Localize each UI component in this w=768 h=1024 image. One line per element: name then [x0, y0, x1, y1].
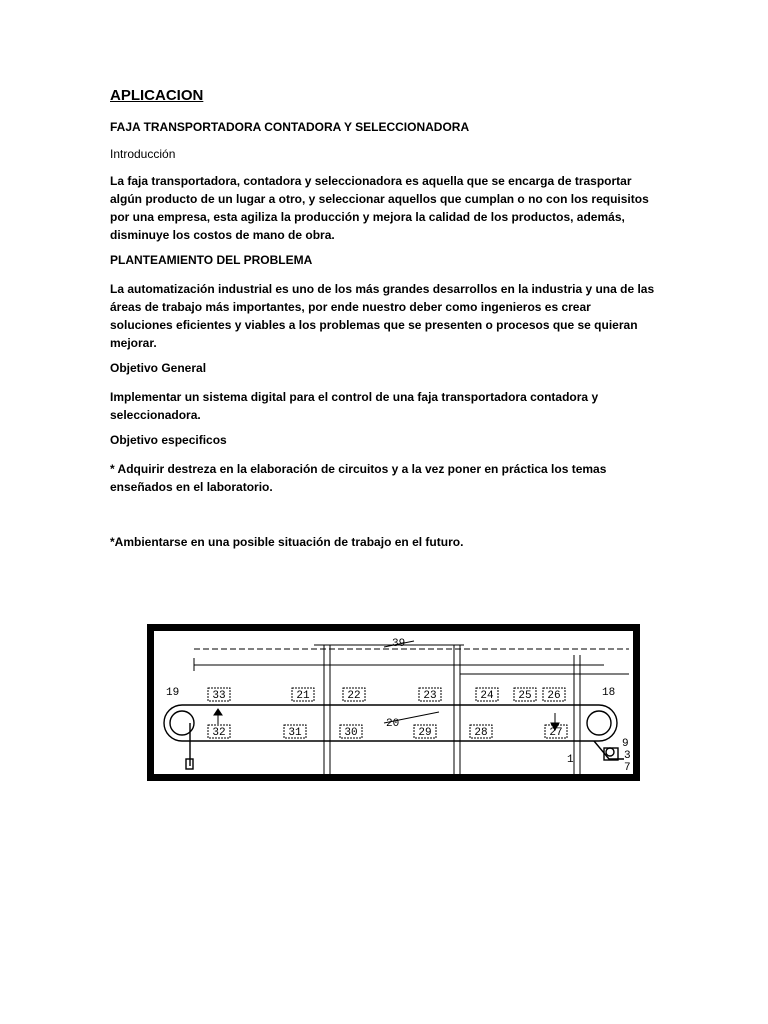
frame-lines — [194, 645, 629, 774]
label-top-23: 23 — [423, 690, 437, 702]
intro-heading: Introducción — [110, 147, 176, 161]
label-18: 18 — [602, 687, 616, 699]
label-small-1: 1 — [567, 754, 574, 766]
label-top-26: 26 — [547, 690, 561, 702]
label-small-3: 3 — [624, 750, 631, 762]
document-subtitle: FAJA TRANSPORTADORA CONTADORA Y SELECCIONADORA — [110, 120, 470, 134]
conveyor-diagram — [147, 624, 640, 781]
specific-objective-2: *Ambientarse en una posible situación de trabajo en el futuro. — [110, 535, 464, 549]
label-19: 19 — [166, 687, 180, 699]
label-bottom-31: 31 — [288, 727, 302, 739]
general-objective-heading: Objetivo General — [110, 361, 207, 375]
label-bottom-27: 27 — [549, 727, 563, 739]
label-bottom-30: 30 — [344, 727, 358, 739]
specific-objectives-heading: Objetivo especificos — [110, 433, 227, 447]
general-objective-paragraph: Implementar un sistema digital para el control de una faja transportadora contadora y seleccionadora. — [110, 390, 599, 422]
label-20: 20 — [386, 718, 400, 730]
problem-paragraph: La automatización industrial es uno de los más grandes desarrollos en la industria y una de las áreas de trabajo más importantes, por ende nuestro deber como ingenieros es crear soluciones eficientes y viables a los problemas que se presenten o procesos que se quieran mejorar. — [110, 282, 655, 350]
label-39: 39 — [392, 638, 406, 650]
intro-paragraph: La faja transportadora, contadora y seleccionadora es aquella que se encarga de trasportar algún producto de un lugar a otro, y seleccionar aquellos que cumplan o no con los requisitos por una empresa, esta agiliza la producción y mejora la calidad de los productos, además, disminuye los costos de mano de obra. — [110, 174, 649, 242]
specific-objective-1: * Adquirir destreza en la elaboración de circuitos y a la vez poner en práctica los temas enseñados en el laboratorio. — [110, 462, 607, 494]
problem-heading: PLANTEAMIENTO DEL PROBLEMA — [110, 253, 313, 267]
label-top-21: 21 — [296, 690, 310, 702]
label-top-25: 25 — [518, 690, 532, 702]
label-bottom-28: 28 — [474, 727, 488, 739]
label-small-7: 7 — [624, 762, 631, 774]
label-top-22: 22 — [347, 690, 361, 702]
label-small-9: 9 — [622, 738, 629, 750]
conveyor-drawing — [154, 631, 633, 774]
document-title: APLICACION — [110, 87, 204, 104]
label-bottom-32: 32 — [212, 727, 226, 739]
diagram-labels — [166, 638, 631, 774]
label-bottom-29: 29 — [418, 727, 432, 739]
label-top-24: 24 — [480, 690, 494, 702]
label-top-33: 33 — [212, 690, 226, 702]
arrows — [214, 641, 559, 730]
